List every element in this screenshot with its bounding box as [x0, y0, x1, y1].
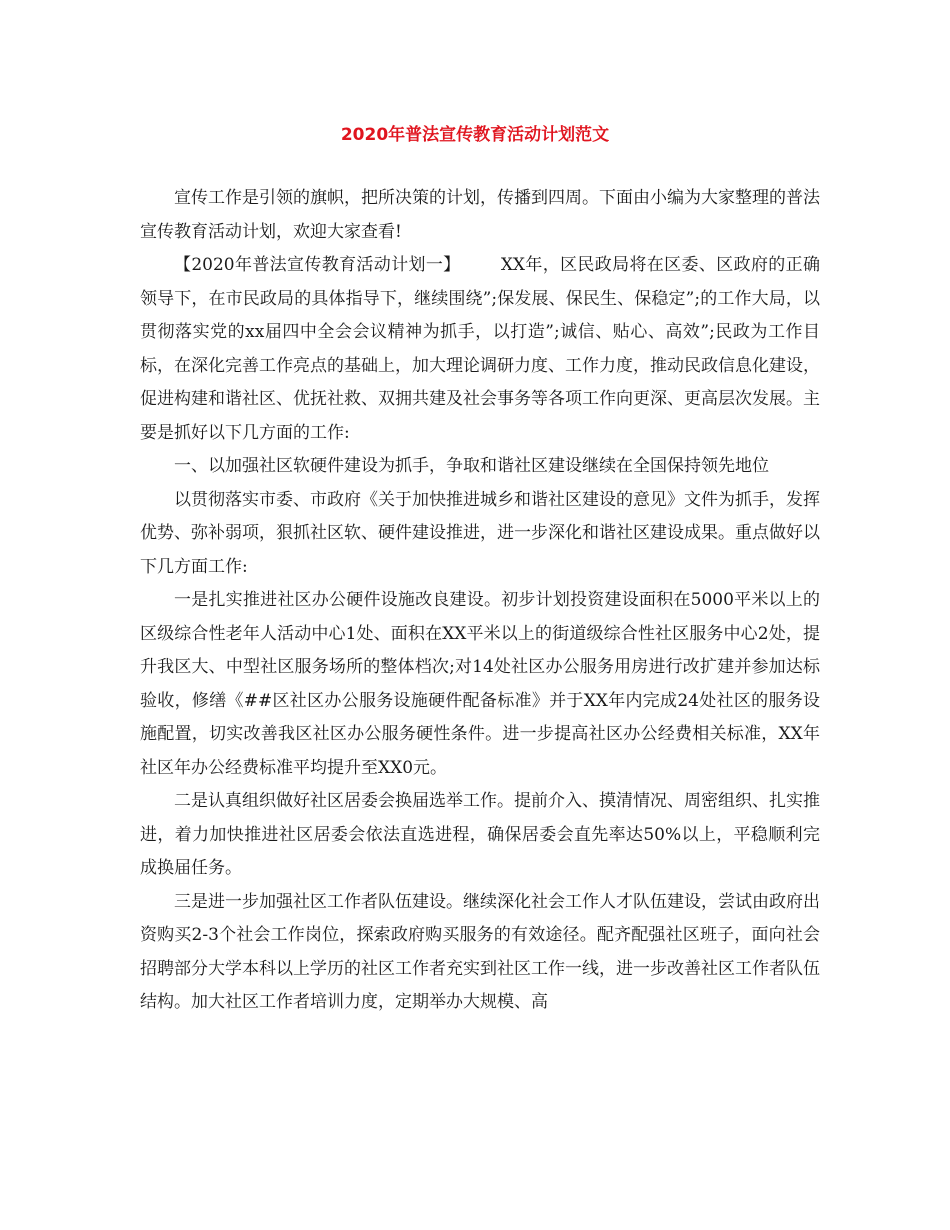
paragraph-item-three: 三是进一步加强社区工作者队伍建设。继续深化社会工作人才队伍建设，尝试由政府出资购买2-3个社会工作岗位，探索政府购买服务的有效途径。配齐配强社区班子，面向社会招聘部分大学本科以上学历的社区工作者充实到社区工作一线，进一步改善社区工作者队伍结构。加大社区工作者培训力度，定期举办大规模、高 — [140, 891, 820, 1012]
document-body — [140, 182, 820, 1020]
paragraph-section-heading: 一、以加强社区软硬件建设为抓手，争取和谐社区建设继续在全国保持领先地位 — [174, 456, 769, 476]
paragraph-intro: 宣传工作是引领的旗帜，把所决策的计划，传播到四周。下面由小编为大家整理的普法宣传教育活动计划，欢迎大家查看! — [140, 188, 820, 242]
paragraph-item-two: 二是认真组织做好社区居委会换届选举工作。提前介入、摸清情况、周密组织、扎实推进，着力加快推进社区居委会依法直选进程，确保居委会直先率达50%以上，平稳顺利完成换届任务。 — [140, 791, 820, 878]
document-title: 2020年普法宣传教育活动计划范文 — [340, 125, 610, 145]
paragraph-section-body: 以贯彻落实市委、市政府《关于加快推进城乡和谐社区建设的意见》文件为抓手，发挥优势、弥补弱项，狠抓社区软、硬件建设推进，进一步深化和谐社区建设成果。重点做好以下几方面工作: — [140, 489, 820, 577]
paragraph-item-one: 一是扎实推进社区办公硬件设施改良建设。初步计划投资建设面积在5000平米以上的区级综合性老年人活动中心1处、面积在XX平米以上的街道级综合性社区服务中心2处，提升我区大、中型社区服务场所的整体档次;对14处社区办公服务用房进行改扩建并参加达标验收，修缮《##区社区办公服务设施硬件配备标准》并于XX年内完成24处社区的服务设施配置，切实改善我区社区办公服务硬性条件。进一步提高社区办公经费相关标准，XX年社区年办公经费标准平均提升至XX0元。 — [140, 590, 820, 778]
paragraph-plan-one: 【2020年普法宣传教育活动计划一】 XX年，区民政局将在区委、区政府的正确领导下，在市民政局的具体指导下，继续围绕”;保发展、保民生、保稳定”;的工作大局，以贯彻落实党的xx届四中全会会议精神为抓手，以打造”;诚信、贴心、高效”;民政为工作目标，在深化完善工作亮点的基础上，加大理论调研力度、工作力度，推动民政信息化建设，促进构建和谐社区、优抚社救、双拥共建及社会事务等各项工作向更深、更高层次发展。主要是抓好以下几方面的工作: — [140, 255, 820, 443]
